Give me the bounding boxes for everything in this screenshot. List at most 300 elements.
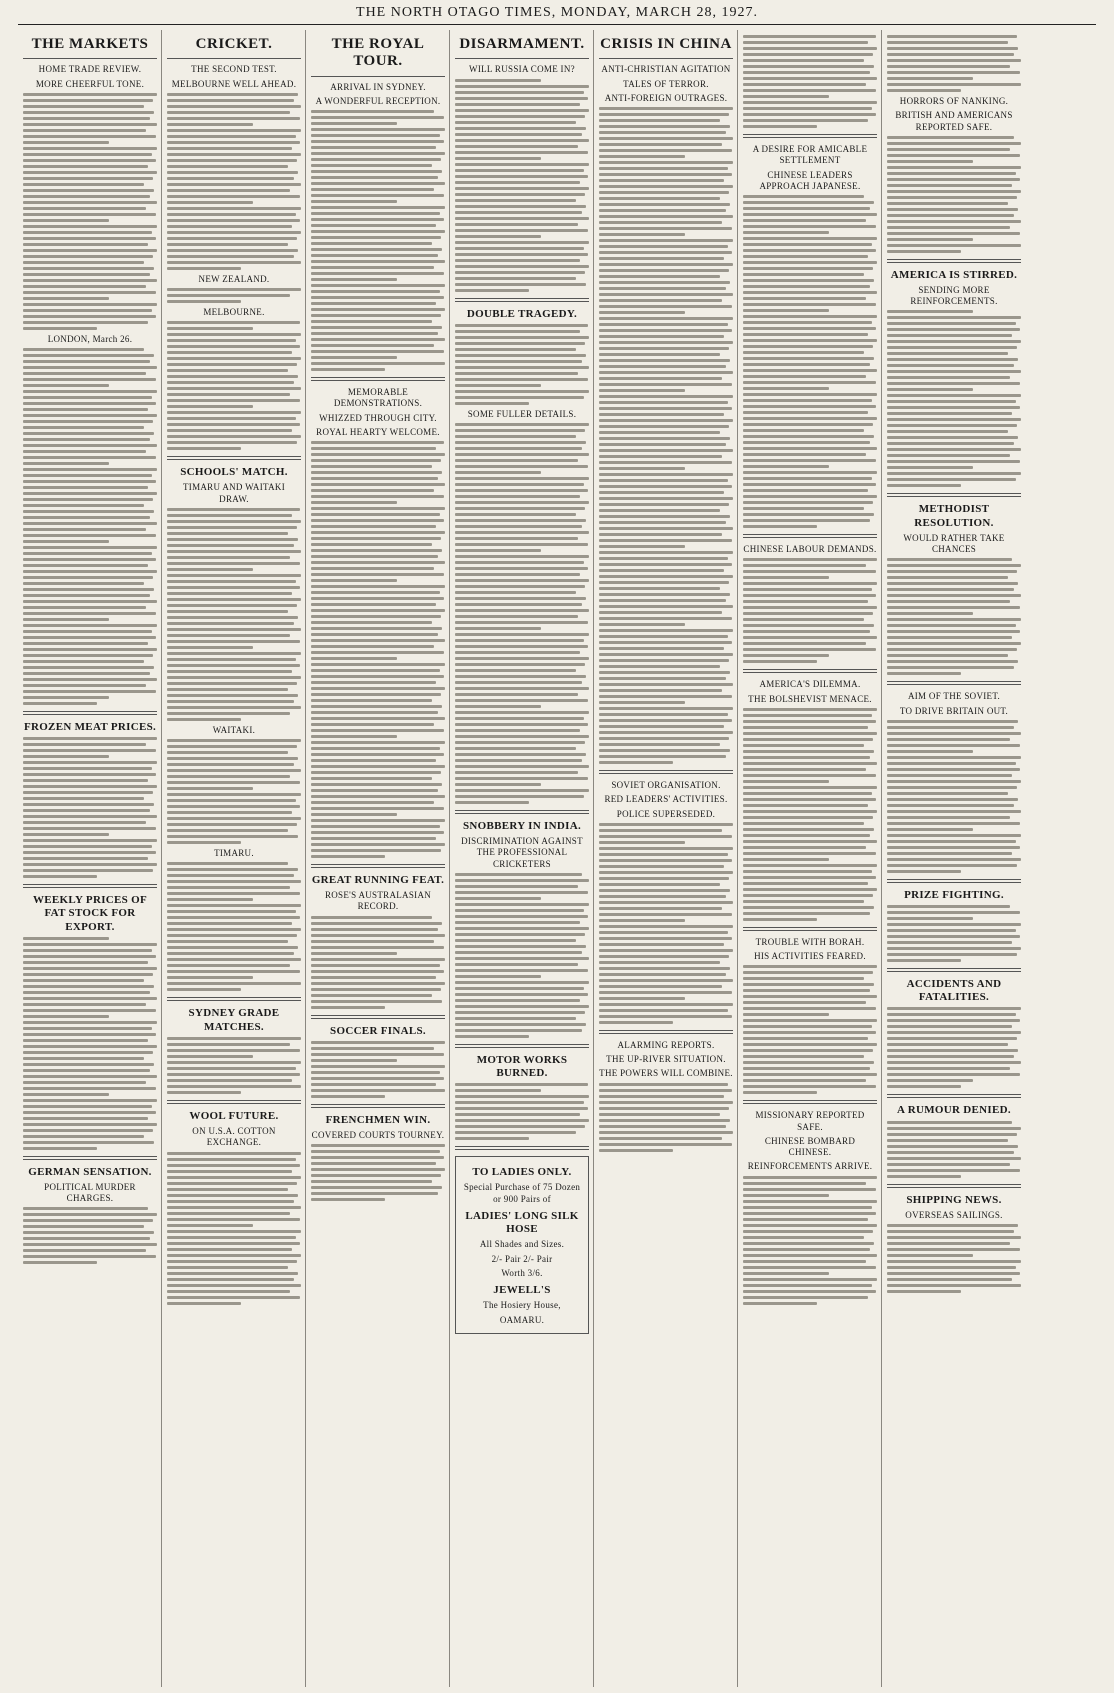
headline: CRISIS IN CHINA (600, 36, 732, 52)
text-line (743, 726, 868, 729)
text-line (455, 687, 589, 690)
text-line (455, 1011, 585, 1014)
subheading: ROYAL HEARTY WELCOME. (316, 426, 440, 437)
text-line (887, 1061, 1021, 1064)
text-line (743, 756, 870, 759)
text-line (311, 326, 442, 329)
text-line (887, 1073, 1020, 1076)
text-line (887, 244, 1021, 247)
text-line (887, 1278, 1012, 1281)
text-line (311, 1000, 442, 1003)
ad-line: Special Purchase of 75 Dozen or 900 Pairs of (463, 1182, 581, 1204)
text-line (23, 576, 153, 579)
text-line (743, 195, 864, 198)
text-line (23, 809, 150, 812)
text-line (311, 308, 445, 311)
text-line (743, 1007, 876, 1010)
text-line (887, 442, 1014, 445)
text-line (455, 1131, 576, 1134)
text-line (887, 1266, 1016, 1269)
text-line (23, 540, 109, 543)
text-line (167, 1296, 300, 1299)
text-line (599, 701, 685, 704)
text-line (167, 141, 300, 144)
text-line (455, 909, 584, 912)
text-line (455, 789, 589, 792)
text-line (743, 291, 877, 294)
ad-line: All Shades and Sizes. (479, 1239, 565, 1250)
text-line (23, 201, 157, 204)
text-line (743, 977, 864, 980)
text-line (743, 315, 877, 318)
text-line (23, 1087, 156, 1090)
text-line (311, 609, 445, 612)
text-line (743, 429, 864, 432)
text-line (887, 418, 1021, 421)
text-line (599, 611, 722, 614)
subheading: HOME TRADE REVIEW. (38, 64, 142, 75)
text-line (23, 845, 152, 848)
text-line (311, 236, 441, 239)
text-line (455, 483, 584, 486)
text-line (599, 233, 685, 236)
text-line (23, 1021, 157, 1024)
text-line (743, 483, 876, 486)
text-line (23, 767, 152, 770)
text-line (743, 213, 877, 216)
text-line (599, 889, 730, 892)
text-line (167, 958, 301, 961)
text-line (311, 843, 445, 846)
body-text (743, 965, 877, 1094)
text-line (23, 372, 146, 375)
text-line (167, 243, 288, 246)
text-line (599, 599, 726, 602)
body-text (23, 737, 157, 878)
article-divider (311, 1104, 445, 1108)
text-line (23, 743, 146, 746)
article-divider (311, 1015, 445, 1019)
text-line (455, 591, 576, 594)
headline: SOCCER FINALS. (330, 1024, 426, 1037)
text-line (455, 1101, 584, 1104)
text-line (887, 1272, 1020, 1275)
text-line (743, 1242, 874, 1245)
text-line (887, 941, 1012, 944)
text-line (23, 291, 156, 294)
text-line (599, 527, 733, 530)
text-line (311, 170, 442, 173)
text-line (167, 952, 294, 955)
text-line (23, 1261, 97, 1264)
text-line (743, 1290, 876, 1293)
text-line (599, 515, 730, 518)
text-line (23, 354, 154, 357)
text-line (23, 510, 154, 513)
subheading: OVERSEAS SAILINGS. (905, 1209, 1003, 1220)
text-line (455, 133, 582, 136)
text-line (887, 226, 1010, 229)
text-line (311, 573, 444, 576)
text-line (599, 557, 728, 560)
subheading: NEW ZEALAND. (198, 273, 270, 284)
text-line (23, 985, 154, 988)
article-divider (887, 681, 1021, 685)
text-line (887, 1151, 1014, 1154)
text-line (167, 1073, 300, 1076)
text-line (599, 455, 722, 458)
text-line (23, 1105, 152, 1108)
text-line (599, 521, 726, 524)
text-line (887, 310, 973, 313)
news-column (455, 32, 589, 1682)
text-line (887, 220, 1021, 223)
text-line (311, 272, 444, 275)
text-line (455, 879, 589, 882)
text-line (167, 1230, 301, 1233)
text-line (311, 789, 438, 792)
text-line (599, 479, 728, 482)
text-line (743, 971, 873, 974)
text-line (311, 453, 445, 456)
text-line (599, 539, 732, 542)
text-line (23, 177, 153, 180)
text-line (743, 750, 874, 753)
text-line (599, 907, 722, 910)
text-line (743, 59, 864, 62)
text-line (743, 1025, 872, 1028)
headline: THE ROYAL TOUR. (331, 36, 425, 70)
text-line (455, 747, 576, 750)
text-line (23, 702, 97, 705)
text-line (455, 193, 585, 196)
article-divider (311, 864, 445, 868)
text-line (455, 241, 589, 244)
text-line (23, 546, 157, 549)
subheading: TIMARU AND WAITAKI DRAW. (182, 482, 285, 504)
text-line (455, 735, 589, 738)
text-line (455, 163, 589, 166)
text-line (599, 1021, 673, 1024)
body-text (887, 1224, 1021, 1293)
body-text (599, 107, 733, 764)
text-line (743, 786, 877, 789)
text-line (23, 285, 146, 288)
text-line (23, 785, 157, 788)
text-line (311, 266, 434, 269)
body-text (455, 79, 589, 292)
body-text (167, 321, 301, 450)
text-line (23, 1027, 152, 1030)
text-line (167, 219, 300, 222)
text-line (167, 940, 288, 943)
article-divider (167, 997, 301, 1001)
text-line (887, 1025, 1012, 1028)
text-line (887, 1037, 1017, 1040)
text-line (599, 317, 733, 320)
text-line (599, 179, 724, 182)
text-line (887, 41, 1008, 44)
text-line (455, 603, 582, 606)
text-line (23, 558, 156, 561)
text-line (167, 793, 301, 796)
text-line (455, 139, 589, 142)
text-line (599, 841, 685, 844)
text-line (743, 612, 873, 615)
text-line (311, 825, 440, 828)
text-line (887, 666, 1014, 669)
text-line (167, 556, 290, 559)
text-line (599, 257, 724, 260)
text-line (743, 285, 870, 288)
text-line (23, 857, 148, 860)
text-line (455, 951, 582, 954)
text-line (599, 389, 685, 392)
text-line (887, 346, 1017, 349)
text-line (599, 973, 726, 976)
text-line (887, 430, 1008, 433)
text-line (887, 576, 1008, 579)
subheading: THE POWERS WILL COMBINE. (599, 1068, 733, 1079)
text-line (23, 678, 157, 681)
text-line (455, 549, 541, 552)
text-line (743, 1055, 864, 1058)
text-line (311, 122, 397, 125)
text-line (311, 561, 445, 564)
headline: FRENCHMEN WIN. (325, 1113, 431, 1126)
subheading: CHINESE LEADERS APPROACH JAPANESE. (759, 169, 861, 191)
text-line (23, 231, 152, 234)
text-line (311, 224, 436, 227)
text-line (167, 327, 253, 330)
text-line (455, 921, 580, 924)
text-line (887, 762, 1016, 765)
text-line (743, 369, 877, 372)
text-line (23, 863, 157, 866)
text-line (311, 651, 444, 654)
text-line (887, 726, 1014, 729)
text-line (599, 877, 729, 880)
text-line (23, 1093, 109, 1096)
text-line (311, 164, 432, 167)
headline: ACCIDENTS AND FATALITIES. (906, 978, 1002, 1004)
article-divider (743, 927, 877, 931)
text-line (167, 739, 301, 742)
text-line (23, 552, 152, 555)
text-line (167, 1224, 253, 1227)
text-line (23, 267, 154, 270)
text-line (599, 371, 733, 374)
rule (455, 58, 589, 59)
text-line (743, 279, 874, 282)
news-column (23, 32, 157, 1682)
text-line (887, 780, 1021, 783)
text-line (167, 982, 301, 985)
text-line (311, 723, 434, 726)
text-line (167, 1272, 298, 1275)
text-line (311, 459, 441, 462)
text-line (167, 787, 253, 790)
text-line (887, 774, 1012, 777)
text-line (23, 327, 97, 330)
text-line (23, 937, 109, 940)
text-line (311, 675, 444, 678)
text-line (743, 1230, 873, 1233)
text-line (23, 833, 109, 836)
text-line (887, 1121, 1012, 1124)
ad-line: TO LADIES ONLY. (472, 1166, 572, 1179)
masthead: THE NORTH OTAGO TIMES, MONDAY, MARCH 28, 1927. (356, 5, 758, 20)
text-line (23, 273, 150, 276)
text-line (455, 181, 580, 184)
text-line (455, 903, 589, 906)
text-line (311, 1041, 445, 1044)
body-text (743, 35, 877, 128)
text-line (23, 737, 157, 740)
text-line (167, 799, 296, 802)
text-line (311, 952, 397, 955)
text-line (743, 624, 874, 627)
body-text (887, 905, 1021, 962)
text-line (599, 149, 732, 152)
text-line (311, 1192, 438, 1195)
text-line (887, 400, 1016, 403)
text-line (23, 660, 144, 663)
text-line (167, 345, 300, 348)
text-line (455, 360, 582, 363)
text-line (599, 269, 729, 272)
text-line (887, 1079, 973, 1082)
text-line (887, 1175, 961, 1178)
text-line (455, 175, 588, 178)
text-line (455, 795, 584, 798)
text-line (167, 1248, 292, 1251)
text-line (743, 1212, 876, 1215)
text-line (599, 131, 726, 134)
text-line (311, 513, 440, 516)
text-line (599, 365, 726, 368)
text-line (887, 142, 1021, 145)
text-line (599, 1083, 728, 1086)
headline: PRIZE FIGHTING. (904, 888, 1004, 901)
text-line (167, 658, 296, 661)
text-line (743, 995, 877, 998)
text-line (311, 627, 442, 630)
text-line (23, 309, 152, 312)
text-line (23, 474, 152, 477)
text-line (23, 348, 144, 351)
text-line (23, 827, 156, 830)
text-line (455, 711, 589, 714)
text-line (599, 635, 728, 638)
text-line (311, 958, 445, 961)
body-text (743, 195, 877, 528)
text-line (743, 453, 866, 456)
headline: GERMAN SENSATION. (28, 1165, 152, 1178)
text-line (167, 514, 292, 517)
text-line (599, 1119, 730, 1122)
text-line (743, 399, 872, 402)
text-line (23, 159, 156, 162)
subheading: RED LEADERS' ACTIVITIES. (604, 794, 728, 805)
body-text (743, 558, 877, 663)
news-column (887, 32, 1021, 1682)
text-line (887, 214, 1014, 217)
text-line (167, 616, 298, 619)
headline: MOTOR WORKS BURNED. (476, 1053, 568, 1080)
text-line (455, 91, 584, 94)
text-line (599, 961, 720, 964)
text-line (167, 111, 290, 114)
body-text (599, 823, 733, 1024)
text-line (455, 579, 589, 582)
text-line (887, 316, 1021, 319)
text-line (455, 229, 588, 232)
article-divider (23, 1156, 157, 1160)
headline: A RUMOUR DENIED. (897, 1104, 1011, 1117)
text-line (887, 1007, 1021, 1010)
text-line (455, 121, 576, 124)
text-line (167, 387, 301, 390)
text-line (887, 358, 1018, 361)
text-line (455, 519, 586, 522)
news-column (167, 32, 301, 1682)
text-line (167, 1152, 301, 1155)
text-line (23, 690, 156, 693)
text-line (743, 77, 877, 80)
text-line (743, 501, 873, 504)
text-line (887, 388, 973, 391)
text-line (455, 885, 578, 888)
text-line (167, 694, 298, 697)
text-line (743, 231, 829, 234)
text-line (23, 171, 157, 174)
text-line (599, 293, 733, 296)
text-line (455, 127, 586, 130)
body-text (599, 1083, 733, 1152)
text-line (455, 945, 586, 948)
text-line (167, 811, 292, 814)
text-line (455, 157, 541, 160)
text-line (311, 1150, 440, 1153)
text-line (311, 1071, 440, 1074)
text-line (311, 525, 436, 528)
text-line (23, 297, 109, 300)
text-line (887, 923, 1021, 926)
text-line (743, 261, 877, 264)
text-line (887, 466, 973, 469)
text-line (743, 1037, 868, 1040)
text-line (167, 1188, 288, 1191)
text-line (599, 659, 729, 662)
text-line (455, 525, 582, 528)
body-text (887, 720, 1021, 873)
text-line (311, 356, 397, 359)
text-line (455, 969, 588, 972)
text-line (599, 137, 733, 140)
text-line (599, 263, 733, 266)
text-line (311, 687, 445, 690)
text-line (455, 283, 586, 286)
text-line (743, 309, 829, 312)
text-line (167, 934, 297, 937)
text-line (887, 624, 1016, 627)
text-line (167, 928, 301, 931)
text-line (23, 991, 150, 994)
text-line (23, 1009, 156, 1012)
text-line (743, 495, 877, 498)
text-line (23, 803, 154, 806)
